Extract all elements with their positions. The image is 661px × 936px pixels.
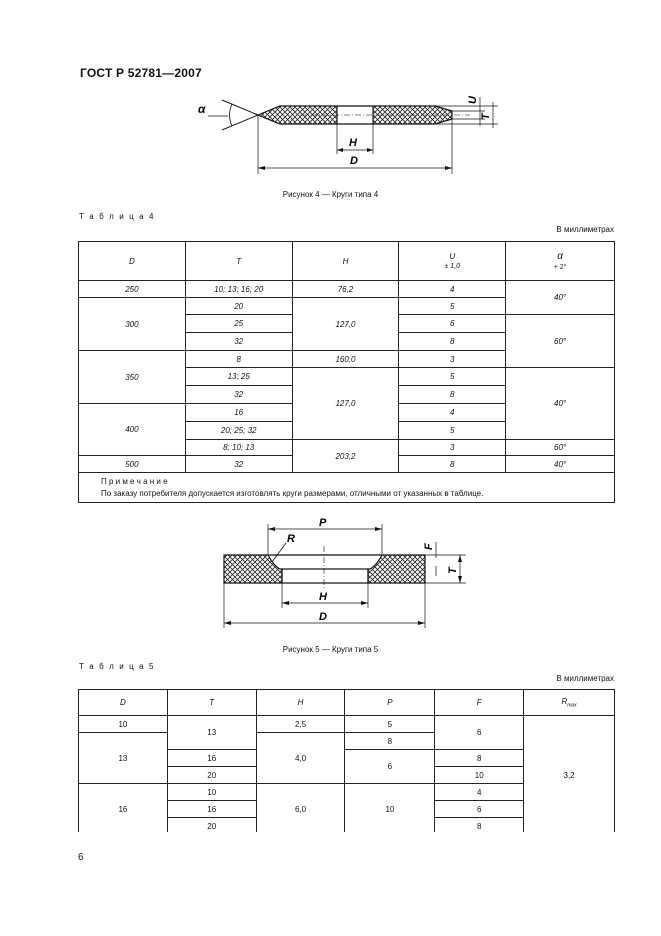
cell: 20	[167, 818, 256, 835]
figure-5-caption: Рисунок 5 — Круги типа 5	[282, 645, 379, 654]
cell: 6,0	[256, 784, 345, 835]
cell: 160,0	[292, 351, 399, 368]
cell: 40°	[506, 368, 615, 440]
h-label: H	[319, 591, 327, 603]
table-5-label: Т а б л и ц а 5	[79, 662, 156, 671]
figure-4-drawing	[180, 82, 510, 177]
cell: 32	[185, 456, 292, 473]
cell: 10	[345, 784, 435, 835]
cell: 20	[185, 298, 292, 315]
h-label: H	[349, 137, 357, 149]
table-header-row	[79, 690, 615, 716]
cell: 10	[167, 784, 256, 801]
cell: 5	[399, 368, 506, 386]
note-text: По заказу потребителя допускается изготовлять круги размерами, отличными от указанных в таблице.	[101, 488, 484, 498]
cell: 16	[167, 750, 256, 767]
figure-5-drawing	[210, 512, 480, 632]
table-4	[78, 241, 615, 503]
cell: 10; 13; 16; 20	[185, 281, 292, 298]
cell: 3,2	[524, 716, 615, 835]
header-d: D	[79, 242, 186, 281]
cell: 8	[435, 818, 524, 835]
cell: 4,0	[256, 733, 345, 784]
cell: 13	[167, 716, 256, 750]
table-5-units: В миллиметрах	[556, 674, 614, 683]
table-continuation-mask	[78, 832, 618, 836]
cell: 76,2	[292, 281, 399, 298]
u-label: U	[467, 96, 479, 104]
cell: 3	[399, 351, 506, 368]
cell: 60°	[506, 440, 615, 456]
header-t: T	[167, 690, 256, 716]
cell: 4	[435, 784, 524, 801]
cell: 25	[185, 315, 292, 333]
cell: 300	[79, 298, 186, 351]
table-row	[79, 716, 615, 733]
cell: 350	[79, 351, 186, 404]
cell: 6	[399, 315, 506, 333]
cell: 6	[435, 716, 524, 750]
cell: 2,5	[256, 716, 345, 733]
header-alpha: α + 2°	[506, 242, 615, 281]
cell: 16	[167, 801, 256, 818]
table-4-label: Т а б л и ц а 4	[79, 212, 156, 221]
table-note-row	[79, 473, 615, 503]
header-h: H	[292, 242, 399, 281]
cell: 60°	[506, 315, 615, 368]
t-label: T	[480, 113, 492, 120]
d-label: D	[319, 611, 327, 623]
cell: 13; 25	[185, 368, 292, 386]
cell: 20	[167, 767, 256, 784]
cell: 250	[79, 281, 186, 298]
table-4-units: В миллиметрах	[556, 225, 614, 234]
table-5	[78, 689, 615, 835]
t-label: T	[447, 567, 459, 574]
cell: 5	[399, 422, 506, 440]
cell: 3	[399, 440, 506, 456]
r-label: R	[287, 533, 295, 545]
cell: 8	[185, 351, 292, 368]
cell: 13	[79, 733, 168, 784]
cell: 32	[185, 386, 292, 404]
header-u: U ± 1,0	[399, 242, 506, 281]
cell: 8	[399, 333, 506, 351]
cell: 500	[79, 456, 186, 473]
header-p: P	[345, 690, 435, 716]
header-h: H	[256, 690, 345, 716]
document-header: ГОСТ Р 52781—2007	[80, 66, 202, 80]
cell: 20; 25; 32	[185, 422, 292, 440]
note-title: П р и м е ч а н и е	[101, 476, 168, 486]
page-number: 6	[78, 852, 84, 863]
cell: 8	[345, 733, 435, 750]
f-label: F	[423, 543, 435, 550]
header-r: $R_{max}$	[524, 690, 615, 716]
d-label: D	[350, 155, 358, 167]
cell: 8	[399, 386, 506, 404]
table-header-row	[79, 242, 615, 281]
header-t: T	[185, 242, 292, 281]
cell: 400	[79, 404, 186, 456]
cell: 6	[345, 750, 435, 784]
cell: 4	[399, 404, 506, 422]
cell: 5	[345, 716, 435, 733]
cell: 5	[399, 298, 506, 315]
header-f: F	[435, 690, 524, 716]
cell: 8; 10; 13	[185, 440, 292, 456]
cell: 127,0	[292, 298, 399, 351]
cell: 32	[185, 333, 292, 351]
cell: 40°	[506, 281, 615, 315]
cell: 16	[79, 784, 168, 835]
alpha-label: α	[198, 102, 206, 116]
table-note	[79, 473, 615, 503]
cell: 10	[79, 716, 168, 733]
cell: 6	[435, 801, 524, 818]
cell: 10	[435, 767, 524, 784]
cell: 127,0	[292, 368, 399, 440]
header-d: D	[79, 690, 168, 716]
cell: 4	[399, 281, 506, 298]
cell: 40°	[506, 456, 615, 473]
cell: 16	[185, 404, 292, 422]
table-row	[79, 281, 615, 298]
figure-4-caption: Рисунок 4 — Круги типа 4	[282, 190, 379, 199]
cell: 8	[435, 750, 524, 767]
p-label: P	[319, 517, 327, 529]
cell: 8	[399, 456, 506, 473]
cell: 203,2	[292, 440, 399, 473]
